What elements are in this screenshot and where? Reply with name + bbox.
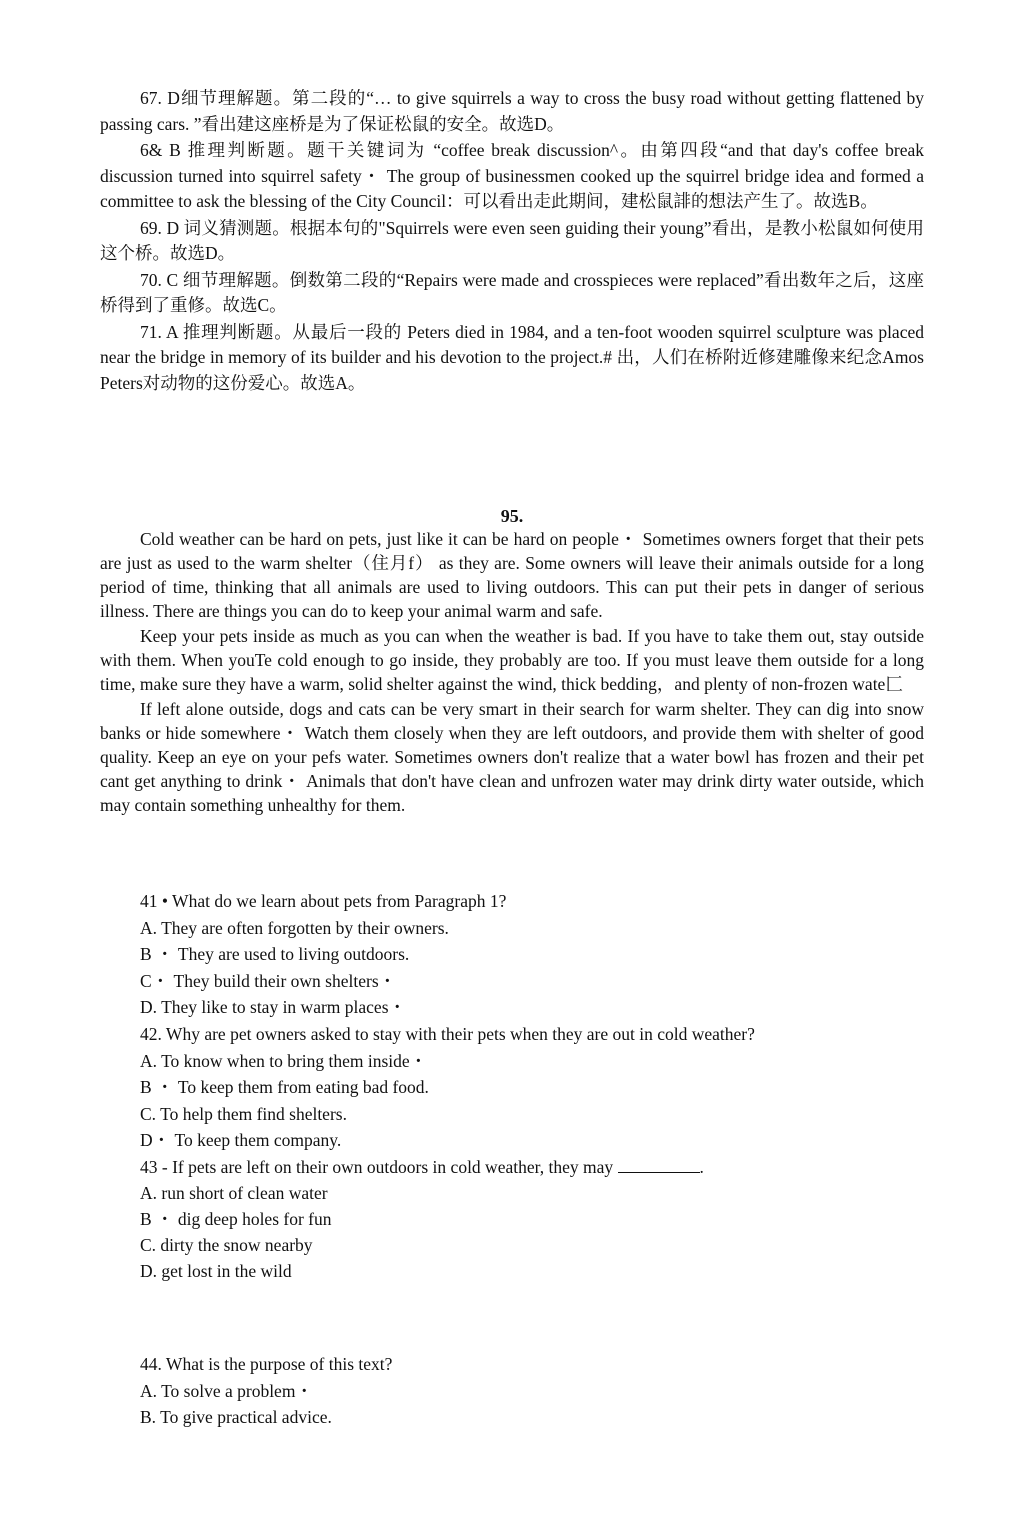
passage-number: 95.	[500, 506, 524, 526]
option-b: B ・ They are used to living outdoors.	[140, 944, 410, 964]
option-b: B ・ To keep them from eating bad food.	[140, 1077, 429, 1097]
answer-70: 70. C 细节理解题。倒数第二段的“Repairs were made and crosspieces were replaced”看出数年之后，这座桥得到了重修。故选C。	[100, 269, 924, 315]
option-c: C・ They build their own shelters・	[140, 970, 397, 991]
question-42	[140, 1021, 940, 1154]
answer-68: 6& B 推理判断题。题干关键词为 “coffee break discussion^。由第四段“and that day's coffee break discussion turned into squirrel safety・ The group of businessmen cooked up the squirrel bridge idea and formed a committee to ask the blessing of the City Council：可以看出走此期间，建松鼠誹的想法产生了。故选B。	[100, 140, 924, 211]
option-d: D. get lost in the wild	[140, 1261, 292, 1281]
option-c: C. To help them find shelters.	[140, 1103, 347, 1124]
option-b: B. To give practical advice.	[140, 1407, 332, 1427]
question-44	[140, 1351, 940, 1431]
passage-paragraph-3: If left alone outside, dogs and cats can be very smart in their search for warm shelter. They can dig into snow banks or hide somewhere・ Watch them closely when they are left outdoors, and provide them with shelter of good quality. Keep an eye on your pefs water. Sometimes owners don't realize that a water bowl has frozen and their pet cant get anything to drink・ Animals that don't have clean and unfrozen water may drink dirty water outside, which may contain something unhealthy for them.	[100, 699, 924, 815]
question-stem: 44. What is the purpose of this text?	[140, 1354, 393, 1374]
answer-69: 69. D 词义猜测题。根据本句的"Squirrels were even seen guiding their young”看出，是教小松鼠如何使用这个桥。故选D。	[100, 217, 924, 263]
passage	[100, 527, 924, 818]
option-a: A. To know when to bring them inside・	[140, 1050, 428, 1071]
option-d: D. They like to stay in warm places・	[140, 997, 407, 1017]
question-stem: 41 • What do we learn about pets from Paragraph 1?	[140, 891, 507, 911]
option-a: A. run short of clean water	[140, 1183, 328, 1203]
answer-blank	[618, 1158, 700, 1173]
question-stem	[140, 1154, 940, 1180]
option-a: A. To solve a problem・	[140, 1380, 313, 1401]
question-41	[140, 888, 940, 1021]
answer-explanations	[100, 86, 924, 397]
question-43	[140, 1154, 940, 1284]
passage-paragraph-2: Keep your pets inside as much as you can when the weather is bad. If you have to take them out, stay outside with them. When youTe cold enough to go inside, they probably are too. If you must leave them outside for a long time, make sure they have a warm, solid shelter against the wind, thick bedding，and plenty of non-frozen wate匚	[100, 626, 924, 694]
option-c: C. dirty the snow nearby	[140, 1235, 313, 1255]
question-stem-text: 43 - If pets are left on their own outdoors in cold weather, they may	[140, 1157, 614, 1177]
question-stem: 42. Why are pet owners asked to stay with their pets when they are out in cold weather?	[140, 1024, 755, 1044]
option-a: A. They are often forgotten by their owners.	[140, 917, 449, 938]
option-d: D・ To keep them company.	[140, 1130, 342, 1150]
option-b: B ・ dig deep holes for fun	[140, 1209, 332, 1229]
question-stem-end: .	[699, 1157, 704, 1177]
passage-paragraph-1: Cold weather can be hard on pets, just like it can be hard on people・ Sometimes owners forget that their pets are just as used to the warm shelter（住月f） as they are. Some owners will leave their animals outside for a long period of time, thinking that all animals are used to living outdoors. This can put their pets in danger of serious illness. There are things you can do to keep your animal warm and safe.	[100, 529, 924, 621]
answer-71: 71. A 推理判断题。从最后一段的 Peters died in 1984, and a ten-foot wooden squirrel sculpture was placed near the bridge in memory of its builder and his devotion to the project.# 出，人们在桥附近修建雕像来纪念Amos Peters对动物的这份爱心。故选A。	[100, 321, 924, 393]
answer-67: 67. D细节理解题。第二段的“… to give squirrels a way to cross the busy road without getting flattened by passing cars. ”看出建这座桥是为了保证松鼠的安全。故选D。	[100, 88, 924, 134]
